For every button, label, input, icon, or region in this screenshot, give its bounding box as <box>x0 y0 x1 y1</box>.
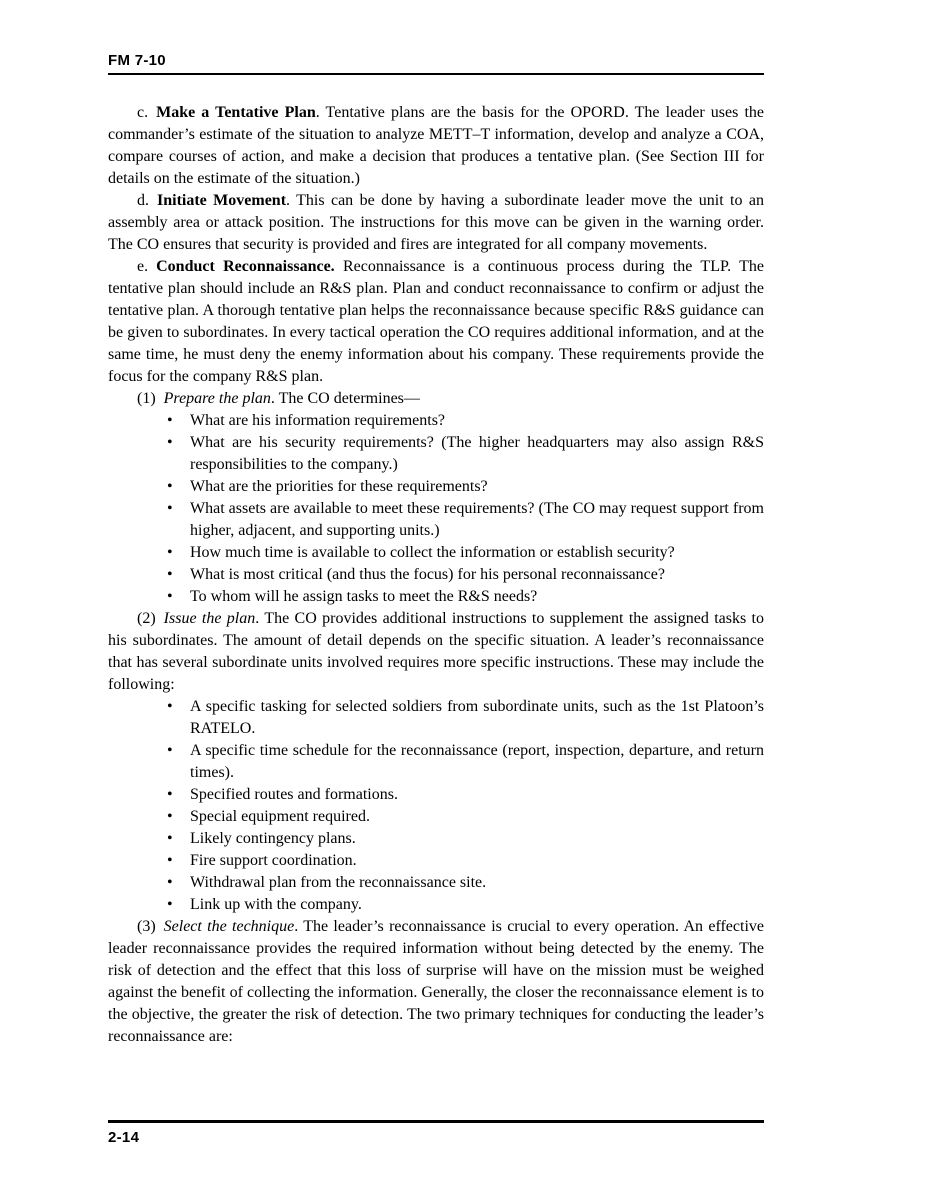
list-item <box>108 498 764 542</box>
list-item <box>108 894 764 916</box>
list-item-text: What are his information requirements? <box>190 412 446 429</box>
list-item <box>108 542 764 564</box>
document-id: FM 7-10 <box>108 52 166 69</box>
paragraph-c-title: Make a Tentative Plan <box>156 104 316 121</box>
list-item-text: Likely contingency plans. <box>190 830 356 847</box>
list-item <box>108 476 764 498</box>
list-item <box>108 784 764 806</box>
paragraph-d-label: d. <box>137 192 149 209</box>
list-item-text: A specific tasking for selected soldiers from subordinate units, such as the 1st Platoon’s RATELO. <box>190 698 764 737</box>
paragraph-d-text: . This can be done by having a subordinate leader move the unit to an assembly area or attack position. The instructions for this move can be given in the warning order. The CO ensures that security is provided and fires are integrated for all company movements. <box>108 192 764 253</box>
header-rule <box>108 73 764 75</box>
numbered-item-2-text: . The CO provides additional instructions to supplement the assigned tasks to his subordinates. The amount of detail depends on the specific situation. A leader’s reconnaissance that has several subordinate units involved requires more specific instructions. These may include the following: <box>108 610 765 693</box>
footer-rule <box>108 1120 764 1123</box>
list-item-text: What are his security requirements? (The higher headquarters may also assign R&S responsibilities to the company.) <box>190 434 764 473</box>
numbered-item-1-text: . The CO determines— <box>270 390 420 407</box>
list-item <box>108 828 764 850</box>
list-item-text: A specific time schedule for the reconnaissance (report, inspection, departure, and return times). <box>190 742 764 781</box>
list-item-text: Withdrawal plan from the reconnaissance site. <box>190 874 487 891</box>
paragraph-e-label: e. <box>137 258 149 275</box>
numbered-item-3-title: Select the technique <box>163 918 295 935</box>
list-item-text: To whom will he assign tasks to meet the R&S needs? <box>190 588 538 605</box>
page-header <box>108 52 764 75</box>
page-footer <box>108 1120 764 1146</box>
list-item-text: Special equipment required. <box>190 808 370 825</box>
page-number: 2-14 <box>108 1129 140 1146</box>
list-item <box>108 586 764 608</box>
numbered-item-3 <box>108 916 764 1048</box>
numbered-item-1 <box>108 388 764 410</box>
numbered-item-1-label: (1) <box>137 390 156 407</box>
numbered-item-3-label: (3) <box>137 918 156 935</box>
paragraph-e <box>108 256 764 388</box>
list-item-text: Link up with the company. <box>190 896 362 913</box>
list-item <box>108 696 764 740</box>
paragraph-c-label: c. <box>137 104 149 121</box>
list-item-text: What are the priorities for these requirements? <box>190 478 488 495</box>
list-item <box>108 850 764 872</box>
list-item-text: Specified routes and formations. <box>190 786 398 803</box>
list-item <box>108 432 764 476</box>
numbered-item-2-title: Issue the plan <box>163 610 256 627</box>
list-item <box>108 740 764 784</box>
numbered-item-1-title: Prepare the plan <box>163 390 271 407</box>
paragraph-c-text: . Tentative plans are the basis for the OPORD. The leader uses the commander’s estimate of the situation to analyze METT–T information, develop and analyze a COA, compare courses of action, and make a decision that produces a tentative plan. (See Section III for details on the estimate of the situation.) <box>108 104 764 187</box>
paragraph-d-title: Initiate Movement <box>157 192 287 209</box>
list-item-text: How much time is available to collect the information or establish security? <box>190 544 675 561</box>
numbered-item-2 <box>108 608 764 696</box>
list-item-text: What assets are available to meet these requirements? (The CO may request support from higher, adjacent, and supporting units.) <box>190 500 764 539</box>
list-item <box>108 872 764 894</box>
numbered-item-3-text: . The leader’s reconnaissance is crucial to every operation. An effective leader reconnaissance provides the required information without being detected by the enemy. The risk of detection and the effect that this loss of surprise will have on the mission must be weighed against the benefit of collecting the information. Generally, the closer the reconnaissance element is to the objective, the greater the risk of detection. The two primary techniques for conducting the leader’s reconnaissance are: <box>108 918 764 1045</box>
list-item <box>108 564 764 586</box>
paragraph-e-title: Conduct Reconnaissance. <box>156 258 335 275</box>
list-item-text: Fire support coordination. <box>190 852 357 869</box>
list-item <box>108 410 764 432</box>
page-content <box>108 102 764 1048</box>
list-item <box>108 806 764 828</box>
list-item-text: What is most critical (and thus the focus) for his personal reconnaissance? <box>190 566 665 583</box>
paragraph-c <box>108 102 764 190</box>
paragraph-d <box>108 190 764 256</box>
numbered-item-2-label: (2) <box>137 610 156 627</box>
paragraph-e-text: Reconnaissance is a continuous process during the TLP. The tentative plan should include an R&S plan. Plan and conduct reconnaissance to confirm or adjust the tentative plan. A thorough tentative plan helps the reconnaissance because specific R&S guidance can be given to subordinates. In every tactical operation the CO requires additional information, and at the same time, he must deny the enemy information about his company. These requirements provide the focus for the company R&S plan. <box>108 258 764 385</box>
